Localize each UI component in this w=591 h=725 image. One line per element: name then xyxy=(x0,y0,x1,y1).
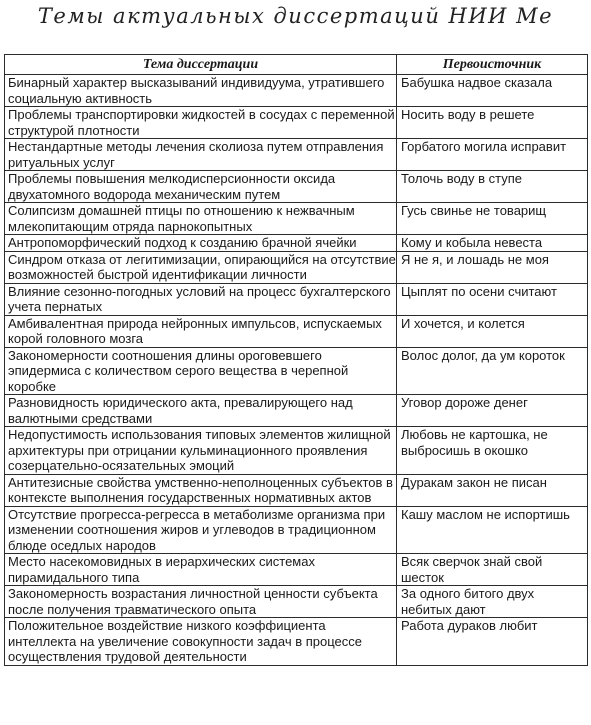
table-row xyxy=(5,251,588,283)
table-row xyxy=(5,474,588,506)
cell-topic: Проблемы транспортировки жидкостей в сосудах с переменной структурой плотности xyxy=(5,107,397,139)
table-row xyxy=(5,107,588,139)
cell-source: Бабушка надвое сказала xyxy=(397,75,588,107)
cell-topic: Положительное воздействие низкого коэффициента интеллекта на увеличение совокупности задач в процессе осуществления трудовой деятельности xyxy=(5,618,397,666)
cell-source: Гусь свинье не товарищ xyxy=(397,203,588,235)
table-row xyxy=(5,235,588,252)
cell-topic: Антитезисные свойства умственно-неполноценных субъектов в контексте выполнения государственных нормативных актов xyxy=(5,474,397,506)
cell-source: Цыплят по осени считают xyxy=(397,283,588,315)
table-row xyxy=(5,203,588,235)
cell-topic: Закономерность возрастания личностной ценности субъекта после получения травматического опыта xyxy=(5,586,397,618)
table-row xyxy=(5,315,588,347)
table-row xyxy=(5,427,588,475)
cell-source: За одного битого двух небитых дают xyxy=(397,586,588,618)
table-row xyxy=(5,347,588,395)
cell-topic: Влияние сезонно-погодных условий на процесс бухгалтерского учета пернатых xyxy=(5,283,397,315)
table-row xyxy=(5,395,588,427)
table-row xyxy=(5,586,588,618)
table-row xyxy=(5,283,588,315)
table-row xyxy=(5,75,588,107)
page-title: Темы актуальных диссертаций НИИ Ме xyxy=(37,4,554,28)
cell-topic: Нестандартные методы лечения сколиоза путем отправления ритуальных услуг xyxy=(5,139,397,171)
cell-topic: Проблемы повышения мелкодисперсионности оксида двухатомного водорода механическим путем xyxy=(5,171,397,203)
cell-source: Уговор дороже денег xyxy=(397,395,588,427)
cell-source: Всяк сверчок знай свой шесток xyxy=(397,554,588,586)
column-header-source: Первоисточник xyxy=(397,55,588,75)
column-header-topic: Тема диссертации xyxy=(5,55,397,75)
dissertation-table xyxy=(4,54,588,666)
cell-source: И хочется, и колется xyxy=(397,315,588,347)
cell-source: Горбатого могила исправит xyxy=(397,139,588,171)
cell-topic: Амбивалентная природа нейронных импульсов, испускаемых корой головного мозга xyxy=(5,315,397,347)
cell-topic: Разновидность юридического акта, превалирующего над валютными средствами xyxy=(5,395,397,427)
cell-topic: Закономерности соотношения длины ороговевшего эпидермиса с количеством серого вещества в черепной коробке xyxy=(5,347,397,395)
table-row xyxy=(5,554,588,586)
table-row xyxy=(5,171,588,203)
cell-topic: Бинарный характер высказываний индивидуума, утратившего социальную активность xyxy=(5,75,397,107)
table-row xyxy=(5,139,588,171)
cell-topic: Недопустимость использования типовых элементов жилищной архитектуры при отрицании кульминационного проявления созерцательно-осязательных эмоций xyxy=(5,427,397,475)
cell-source: Кашу маслом не испортишь xyxy=(397,506,588,554)
cell-source: Работа дураков любит xyxy=(397,618,588,666)
table-row xyxy=(5,618,588,666)
cell-source: Дуракам закон не писан xyxy=(397,474,588,506)
cell-topic: Место насекомовидных в иерархических системах пирамидального типа xyxy=(5,554,397,586)
table-header-row xyxy=(5,55,588,75)
cell-topic: Отсутствие прогресса-регресса в метаболизме организма при изменении соотношения жиров и углеводов в традиционном блюде оседлых народов xyxy=(5,506,397,554)
cell-source: Я не я, и лошадь не моя xyxy=(397,251,588,283)
cell-source: Волос долог, да ум короток xyxy=(397,347,588,395)
table-row xyxy=(5,506,588,554)
cell-topic: Солипсизм домашней птицы по отношению к нежвачным млекопитающим отряда парнокопытных xyxy=(5,203,397,235)
cell-source: Любовь не картошка, не выбросишь в окошко xyxy=(397,427,588,475)
cell-topic: Антропоморфический подход к созданию брачной ячейки xyxy=(5,235,397,252)
cell-topic: Синдром отказа от легитимизации, опирающийся на отсутствие возможностей быстрой идентификации личности xyxy=(5,251,397,283)
cell-source: Носить воду в решете xyxy=(397,107,588,139)
cell-source: Кому и кобыла невеста xyxy=(397,235,588,252)
cell-source: Толочь воду в ступе xyxy=(397,171,588,203)
